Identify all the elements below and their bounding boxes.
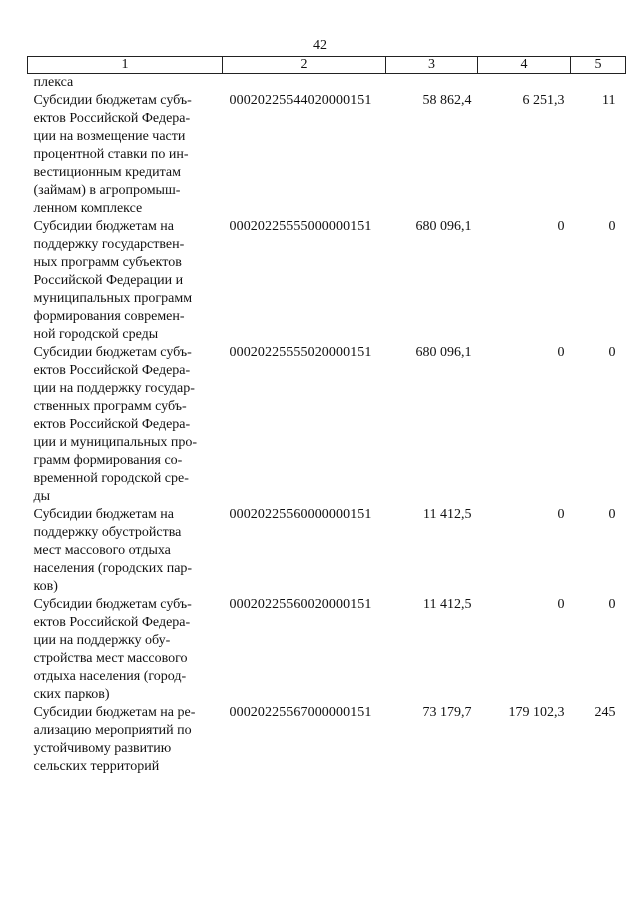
- row-value-col5: 0: [608, 597, 616, 612]
- row-name-line: формирования современ-: [33, 309, 185, 324]
- row-name-line: поддержку государствен-: [33, 237, 185, 252]
- row-name-line: Субсидии бюджетам субъ-: [33, 345, 192, 360]
- row-name-line: ков): [33, 579, 58, 594]
- row-value-col4: 0: [557, 507, 565, 522]
- table-row: [28, 344, 626, 506]
- row-name: [28, 92, 223, 218]
- row-name-line: муниципальных программ: [33, 291, 193, 306]
- row-name-line: грамм формирования со-: [33, 453, 183, 468]
- table-row: [28, 596, 626, 704]
- row-value-col4: 0: [557, 219, 565, 234]
- row-name-line: Субсидии бюджетам субъ-: [33, 93, 192, 108]
- row-value-col3: 11 412,5: [423, 597, 472, 612]
- column-header-5: 5: [571, 57, 626, 74]
- row-name-line: ции на возмещение части: [33, 129, 186, 144]
- row-value-col4: 0: [557, 597, 565, 612]
- page-number: 42: [313, 38, 327, 53]
- row-value-col4: 0: [557, 345, 565, 360]
- row-name-line: населения (городских пар-: [33, 561, 193, 576]
- row-name-line: поддержку обустройства: [33, 525, 182, 540]
- row-name-line: устойчивому развитию: [33, 741, 172, 756]
- row-name-line: ленном комплексе: [33, 201, 143, 216]
- row-name-line: ализацию мероприятий по: [33, 723, 192, 738]
- row-name-line: процентной ставки по ин-: [33, 147, 189, 162]
- row-value-col4: 179 102,3: [508, 705, 565, 720]
- row-name-line: ции и муниципальных про-: [33, 435, 198, 450]
- row-code: 00020225555020000151: [229, 345, 372, 360]
- row-value-col3: 58 862,4: [422, 93, 472, 108]
- row-name: [28, 218, 223, 344]
- row-name-line: ции на поддержку государ-: [33, 381, 195, 396]
- row-name-line: временной городской сре-: [33, 471, 189, 486]
- row-name-line: ной городской среды: [33, 327, 159, 342]
- column-header-3: 3: [386, 57, 478, 74]
- column-header-1: 1: [28, 57, 223, 74]
- budget-table: [27, 56, 626, 776]
- row-name-line: Субсидии бюджетам на ре-: [33, 705, 196, 720]
- table-row: [28, 704, 626, 776]
- row-code: 00020225567000000151: [229, 705, 372, 720]
- row-value-col3: 11 412,5: [423, 507, 472, 522]
- row-name-line: стройства мест массового: [33, 651, 188, 666]
- row-name-line: ственных программ субъ-: [33, 399, 187, 414]
- continuation-text: плекса: [33, 75, 74, 90]
- continuation-row: [28, 74, 626, 93]
- table-row: [28, 506, 626, 596]
- table-row: [28, 92, 626, 218]
- row-code: 00020225544020000151: [229, 93, 372, 108]
- row-name: [28, 344, 223, 506]
- row-name-line: ских парков): [33, 687, 110, 702]
- row-code: 00020225560000000151: [229, 507, 372, 522]
- row-code: 00020225560020000151: [229, 597, 372, 612]
- row-value-col3: 680 096,1: [415, 219, 472, 234]
- row-value-col4: 6 251,3: [522, 93, 565, 108]
- row-value-col5: 0: [608, 507, 616, 522]
- row-name-line: ных программ субъектов: [33, 255, 182, 270]
- row-value-col5: 0: [608, 345, 616, 360]
- row-name-line: ектов Российской Федера-: [33, 615, 191, 630]
- row-name: [28, 506, 223, 596]
- row-name-line: ды: [33, 489, 51, 504]
- row-name: [28, 596, 223, 704]
- row-value-col5: 11: [602, 93, 616, 108]
- column-header-2: 2: [223, 57, 386, 74]
- row-name-line: вестиционным кредитам: [33, 165, 181, 180]
- row-name-line: отдыха населения (город-: [33, 669, 187, 684]
- row-value-col3: 680 096,1: [415, 345, 472, 360]
- row-name: [28, 704, 223, 776]
- table-row: [28, 218, 626, 344]
- row-value-col5: 0: [608, 219, 616, 234]
- row-name-line: ции на поддержку обу-: [33, 633, 171, 648]
- table-header-row: [28, 57, 626, 74]
- row-name-line: ектов Российской Федера-: [33, 417, 191, 432]
- row-name-line: сельских территорий: [33, 759, 160, 774]
- row-value-col5: 245: [594, 705, 616, 720]
- row-name-line: Субсидии бюджетам на: [33, 507, 175, 522]
- row-name-line: (займам) в агропромыш-: [33, 183, 181, 198]
- row-name-line: Субсидии бюджетам субъ-: [33, 597, 192, 612]
- row-name-line: ектов Российской Федера-: [33, 111, 191, 126]
- row-value-col3: 73 179,7: [422, 705, 472, 720]
- row-name-line: Российской Федерации и: [33, 273, 184, 288]
- row-name-line: ектов Российской Федера-: [33, 363, 191, 378]
- column-header-4: 4: [478, 57, 571, 74]
- row-name-line: мест массового отдыха: [33, 543, 171, 558]
- row-name-line: Субсидии бюджетам на: [33, 219, 175, 234]
- row-code: 00020225555000000151: [229, 219, 372, 234]
